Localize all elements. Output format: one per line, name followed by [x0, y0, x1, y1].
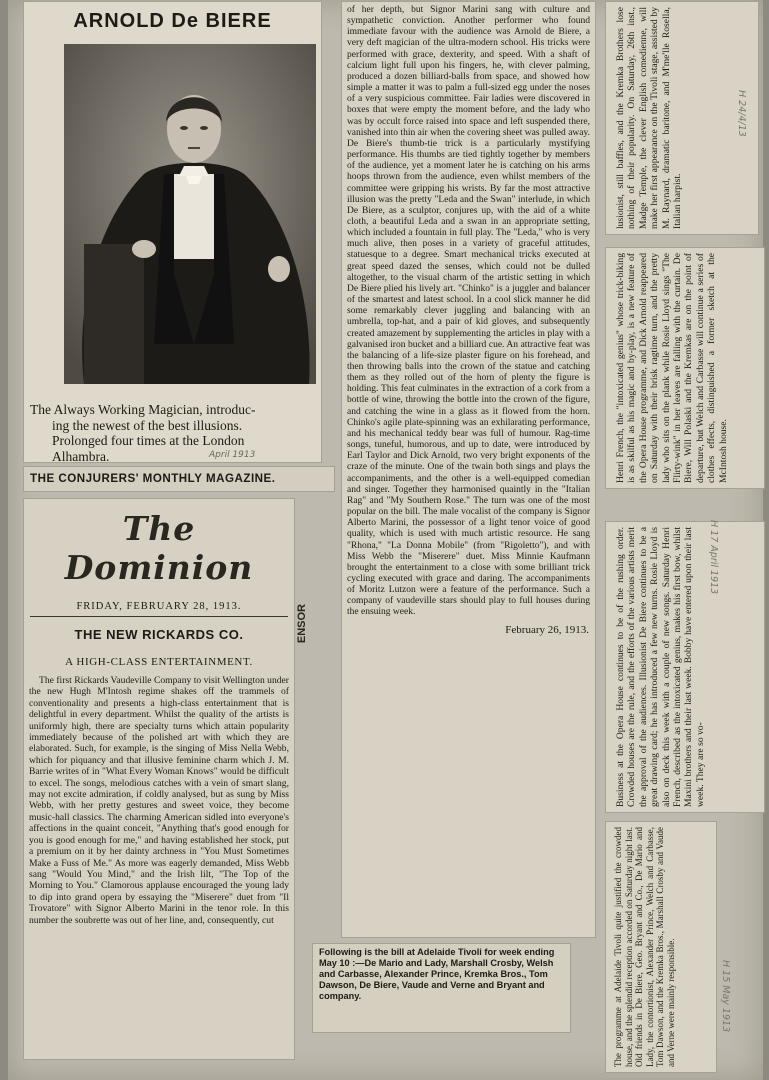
rotated-clipping-text: Henri French, the "intoxicated genius" whose trick-biking is as skilful as his magic and by-play, is a new feature of the Opera House programme, and Dick Arnold reappeared on Saturday with their brisk ragtime turn, and the pretty lady who sits on the plank while Rosie Lloyd sings "The Flirty-wink" in her leaves are falling with the curtain. De Biere, Will Polaski and the Kremkas are on the point of departure, but Welch and Carbasse will continue a series of clothes effects, distinguished a former sketch at the McIntosh house. [615, 253, 729, 483]
rotated-clipping-text: Business at the Opera House continues to be of the rushing order. Crowded houses are the rule, and the efforts of the various artists merit the approval of the audiences. Illusionist De Biere continues to be a great drawing card; he has introduced a few new turns. Rosie Lloyd is also on deck this week with a couple of new songs. Saturday Henri French, described as the intoxicated genius, makes his first bow, whilst Maxini brothers and their last week. Bobby have entered upon their last week. They are so vo- [615, 527, 706, 807]
pencil-date-note: April 1913 [209, 450, 256, 460]
rotated-clipping [606, 822, 716, 1072]
portrait-image [64, 44, 316, 384]
article-subhead: A HIGH-CLASS ENTERTAINMENT. [65, 656, 253, 668]
portrait-title: ARNOLD De BIERE [73, 10, 272, 32]
rotated-clipping [606, 248, 764, 488]
pencil-date-note: H 24/4/13 [736, 90, 747, 137]
divider [30, 616, 288, 617]
article-paragraph: The first Rickards Vaudeville Company to visit Wellington under the new Hugh M'Intosh regime shakes off the trammels of conventionality and presents a high-class entertainment that is delightful in every department. Whilst the quality of the artists is uniformly high, there are specialty turns which attain popularity immediately because of the polished art with which they are elaborated. Such, for example, is the singing of Miss Nella Webb, which for piquancy and that illusive feminine charm which J. M. Barrie writes of in "What Every Woman Knows" would be difficult to excel. The songs, melodious catches with a vein of smart slang, may not excite admiration, if coldly analysed, but as sung by Miss Webb, with her pretty gestures and sweet voice, they become music-hall classics. The charming American sidled into everyone's affections in the quaint conceit, "Anything that's good enough for you is good enough for me," and having established her stock, put a premium on it by her dainty archness in "You Must Sometimes Make a Fuss of Me." As more was eagerly demanded, Miss Webb sang "Would You Mind," and the Irish lilt, "The Top of the Morning to You." Clamorous applause encouraged the young lady to dip into grand opera by essaying the "Miserere" duet from "Il Trovatore" with Signor Alberto Marini in the tenor role. In this number the soubrette was out of her line, and, consequently, cut [29, 675, 289, 926]
rotated-clipping [606, 522, 764, 812]
portrait-clipping [24, 2, 321, 462]
magazine-name: THE CONJURERS' MONTHLY MAGAZINE. [30, 472, 276, 485]
article-paragraph: of her depth, but Signor Marini sang with culture and sympathetic conviction. Another performer who found immediate favour with the audience was Arnold de Biere, a very deft magician of the ultra-modern school. His tricks were performed with grace, dexterity, and speed. With a shaft of calcium light full upon his fingers, he, with clever palming, produced a dozen billiard-balls from space, and showed how simple a matter it was to palm a full-sized egg under the noses of a very suspicious committee. Fair ladies were discovered in boxes that were empty the moment before, and the lady who was by occult force raised into space and left suspended there, vanished into thin air when the covering sheet was pulled away. De Biere's thumb-tie trick is a particularly mystifying performance. His thumbs are tied tightly together by members of the audience, yet a moment later he is catching on his arms hoops thrown from the audience, even whilst members of the committee were gripping his wrists. By far the most attractive illusion was the pretty "Leda and the Swan" interlude, in which De Biere, as a sculptor, conjures up, with the aid of a white cloth, a beautiful Leda and a swan in an appropriate setting, which included a fountain in full play. The "Leda," who is very much alive, then poses in a variety of graceful attitudes, statuesque to a degree. Smart mechanical tricks executed at great speed dazed the senses, which could not be dulled altogether, to the visual charm of the artistic setting in which De Biere plied his lively art. "Chinko" is a juggler and balancer of the smartest and latest school. In a cool slick manner he did some remarkably clever juggling and balancing with an umbrella, top-hat, and a pair of kid gloves, and subsequently created amazement by supplementing the articles in play with a galvanised iron bucket and a billiard cue. An attractive feat was the balancing of a life-size plaster figure on his forehead, and then throwing balls into the crown of the statue and catching them as they rolled out of the horn of plenty the figure is holding. This feat culminates in the extraction of a cork from a bottle of wine, throwing the bottle into the crown of the figure, and catching the wine in a glass as it flowed from the horn. Chinko's agile plate-spinning was an exhilarating performance, and his mechanical teddy bear was full of humour. Rag-time songs, tuneful, humorous, and up to date, were introduced by Earl Taylor and Dick Arnold, two very bright exponents of the craze of the minute. One of the twain both sings and plays the accompaniments, and the other is a well-equipped comedian and singer. Together they harmonised quaintly in the "Italian Rag" and "My Southern Rose." The turn was one of the most popular on the bill. The male vocalist of the company is Signor Alberto Marini, the possessor of a light tenor voice of good quality, which is used with much artistic resource. He sang "Rhona," "La Donna Mobile" (from "Rigoletto"), and with Miss Webb the "Miserere" duet. Miss Minnie Kaufmann brought the entertainment to a close with some brilliant trick cycling executed with grace and daring. The accompaniments of Moritz Lutzon were a feature of the performance. Such a company of vaudeville stars should play to full houses during the ensuing week. [347, 5, 590, 618]
newspaper-masthead: The Dominion [64, 509, 254, 587]
magazine-label-clipping [24, 467, 334, 491]
article-date: February 26, 1913. [505, 623, 589, 636]
censor-stamp: ENSOR [296, 604, 308, 644]
caption-line: Alhambra. [52, 448, 110, 462]
newspaper-dateline: FRIDAY, FEBRUARY 28, 1913. [76, 601, 242, 612]
adelaide-bill-clipping [313, 944, 570, 1032]
article-headline: THE NEW RICKARDS CO. [74, 627, 244, 642]
pencil-date-note: H 17 April 1913 [708, 520, 719, 595]
rotated-clipping-text: lusionist, still baffles, and the Kremka Brothers lose nothing of their popularity. On Saturday, 26th inst., Madge Temple, the clever English comedienne, will make her first appearance on the Tivoli stage, assisted by M. Raynard, dramatic baritone, and M'me'lle Rosella, Italian harpist. [615, 7, 684, 229]
portrait-caption [30, 402, 316, 462]
pencil-date-note: H 15 May 1913 [720, 960, 731, 1033]
dominion-clipping [24, 499, 294, 1059]
adelaide-bill-text: Following is the bill at Adelaide Tivoli for week ending May 10 :—De Mario and Lady, Marshall Crosby, Welsh and Carbasse, Alexander Prince, Kremka Bros., Tom Dawson, De Biere, Vaude and Verne and Bryant and company. [319, 947, 555, 1001]
article-body [24, 672, 294, 931]
caption-line: The Always Working Magician, introduc- [30, 402, 256, 417]
caption-line: Prolonged four times at the London [52, 433, 245, 448]
caption-line: ing the newest of the best illusions. [52, 417, 243, 433]
article-continuation-clipping [342, 2, 595, 937]
scrapbook-page [8, 0, 763, 1080]
rotated-clipping-text: The programme at Adelaide Tivoli quite justified the crowded house, and the splendid reception accorded on Saturday night last. Old friends in De Biere, Geo. Bryant and Co., De Mario and Lady, the contortionist, Alexander Prince, Welch and Carbasse, Tom Dawson, and the Kremka Bros., Marshall Crosby and Vaude and Verne were mainly responsible. [613, 827, 676, 1067]
magician-portrait-photo [64, 44, 316, 384]
article-continuation-body [342, 2, 595, 624]
